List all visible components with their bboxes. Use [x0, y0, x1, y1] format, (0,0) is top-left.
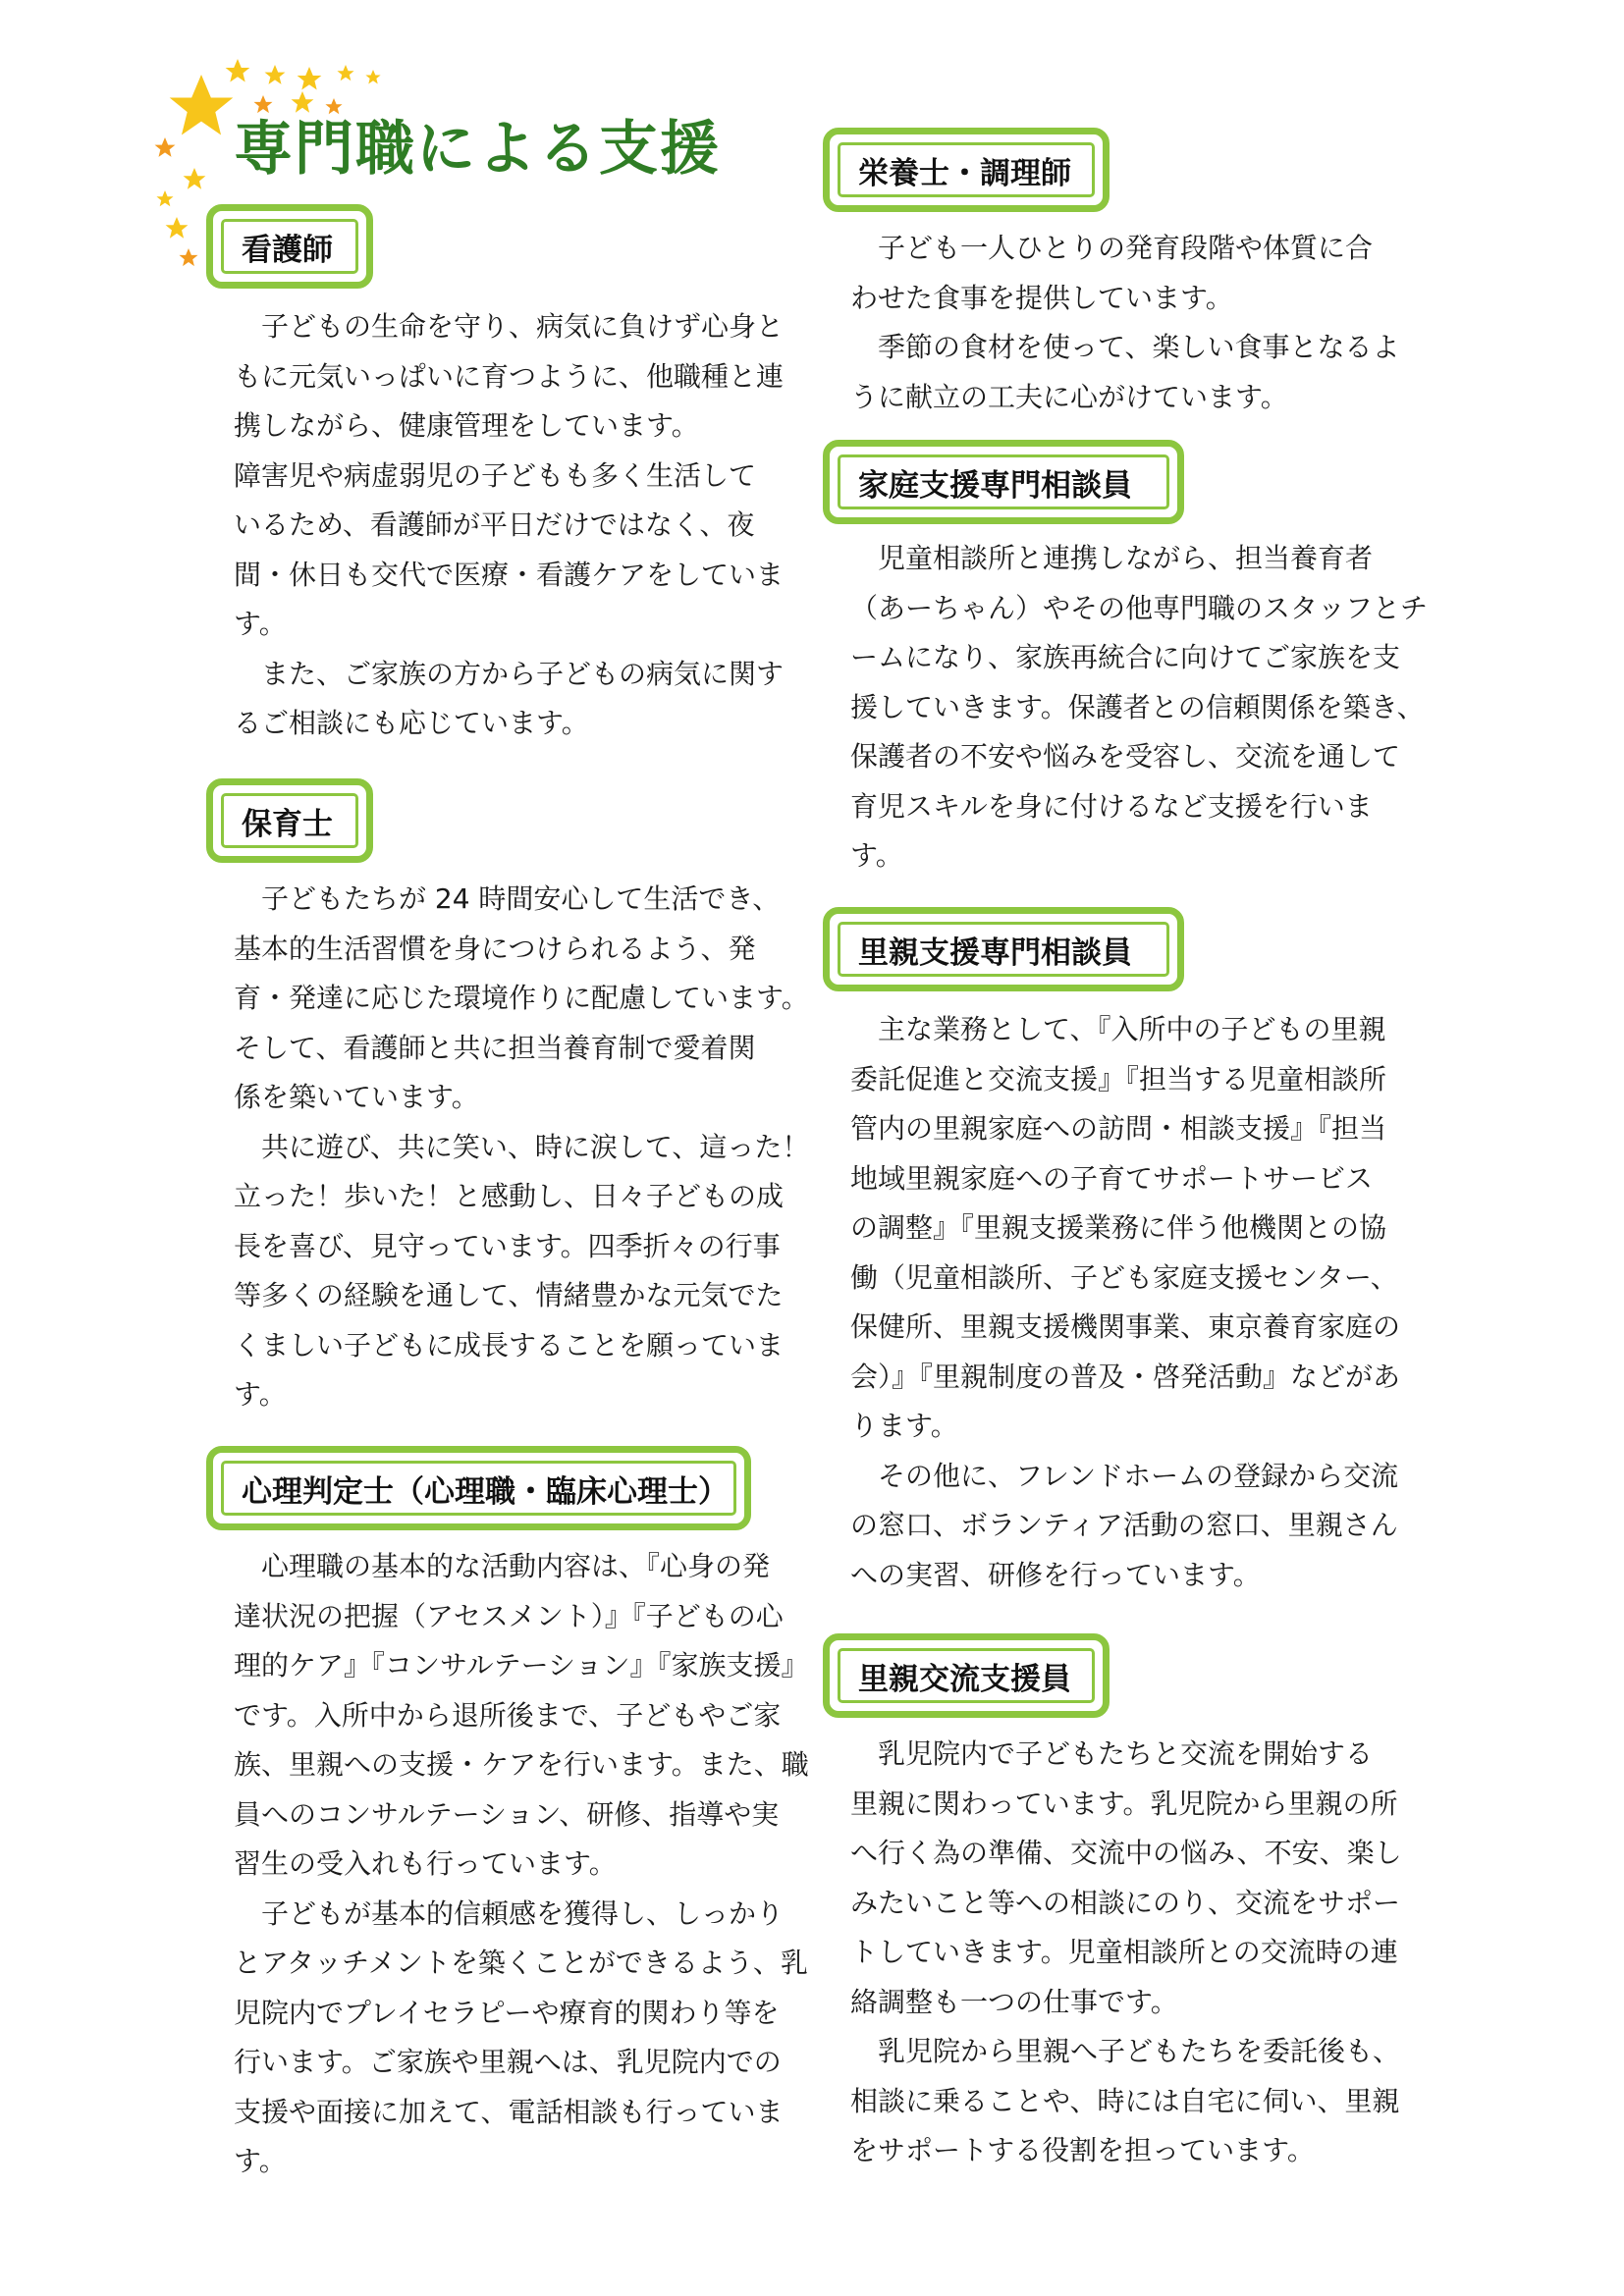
text-line: 児院内でプレイセラピーや療育的関わり等を: [234, 1996, 780, 2029]
text-line: 達状況の把握（アセスメント）』『子どもの心: [234, 1599, 784, 1632]
text-line: 共に遊び、共に笑い、時に涙して、這った！: [234, 1130, 810, 1163]
text-line: 長を喜び、見守っています。四季折々の行事: [234, 1229, 781, 1262]
text-line: への実習、研修を行っています。: [850, 1558, 1261, 1591]
text-line: 育児スキルを身に付けるなど支援を行いま: [850, 789, 1373, 823]
section-heading: 栄養士・調理師: [838, 142, 1095, 197]
text-line: 係を築いています。: [234, 1081, 479, 1113]
section-heading: 看護師: [221, 219, 358, 274]
text-line: 援していきます。保護者との信頼関係を築き、: [850, 690, 1425, 723]
text-line: 子どもが基本的信頼感を獲得し、しっかり: [234, 1896, 785, 1930]
text-line: 基本的生活習慣を身につけられるよう、発: [234, 932, 756, 965]
section-heading-box: [823, 128, 1110, 212]
text-line: へ行く為の準備、交流中の悩み、不安、楽し: [850, 1837, 1402, 1869]
text-line: す。: [234, 1378, 287, 1411]
text-line: 族、里親への支援・ケアを行います。また、職: [234, 1748, 809, 1781]
text-line: 乳児院内で子どもたちと交流を開始する: [850, 1737, 1374, 1770]
text-line: す。: [234, 608, 287, 640]
section-heading-box: [823, 1633, 1110, 1718]
text-line: わせた食事を提供しています。: [850, 281, 1233, 314]
section-heading-box: [823, 907, 1184, 991]
text-line: 等多くの経験を通して、情緒豊かな元気でた: [234, 1279, 784, 1311]
text-line: 保健所、里親支援機関事業、東京養育家庭の: [850, 1310, 1401, 1343]
text-line: 障害児や病虚弱児の子どもも多く生活して: [234, 458, 757, 492]
text-line: また、ご家族の方から子どもの病気に関す: [234, 657, 785, 690]
section-body: [234, 875, 809, 1420]
text-line: 里親に関わっています。乳児院から里親の所: [850, 1787, 1398, 1820]
text-line: 子どもたちが 24 時間安心して生活でき、: [234, 882, 781, 915]
text-line: 児童相談所と連携しながら、担当養育者: [850, 542, 1374, 574]
text-line: みたいこと等への相談にのり、交流をサポー: [850, 1886, 1401, 1919]
text-line: 理的ケア』『コンサルテーション』『家族支援』: [234, 1649, 809, 1682]
page-title: 専門職による支援: [234, 115, 721, 184]
text-line: ームになり、家族再統合に向けてご家族を支: [850, 641, 1401, 673]
text-line: 働（児童相談所、子ども家庭支援センター、: [850, 1260, 1398, 1294]
section-body: [234, 302, 784, 749]
text-line: 相談に乗ることや、時には自宅に伺い、里親: [850, 2084, 1400, 2117]
section-heading-box: [206, 204, 373, 289]
text-line: 間・休日も交代で医療・看護ケアをしていま: [234, 558, 785, 591]
text-line: もに元気いっぱいに育つように、他職種と連: [234, 359, 785, 393]
text-line: 習生の受入れも行っています。: [234, 1847, 617, 1880]
text-line: 保護者の不安や悩みを受容し、交流を通して: [850, 740, 1401, 773]
text-line: 子ども一人ひとりの発育段階や体質に合: [850, 232, 1374, 264]
text-line: るご相談にも応じています。: [234, 707, 589, 739]
text-line: 心理職の基本的な活動内容は、『心身の発: [234, 1550, 771, 1582]
section-body: [850, 1730, 1402, 2176]
text-line: 絡調整も一つの仕事です。: [850, 1985, 1178, 2018]
text-line: とアタッチメントを築くことができるよう、乳: [234, 1947, 808, 1979]
text-line: 行います。ご家族や里親へは、乳児院内での: [234, 2046, 782, 2078]
text-line: 子どもの生命を守り、病気に負けず心身と: [234, 310, 785, 343]
section-body: [850, 1005, 1400, 1600]
text-line: す。: [234, 2145, 287, 2177]
text-line: 立った！歩いた！と感動し、日々子どもの成: [234, 1180, 785, 1212]
text-line: その他に、フレンドホームの登録から交流: [850, 1459, 1399, 1492]
text-line: いるため、看護師が平日だけではなく、夜: [234, 508, 755, 541]
text-line: 乳児院から里親へ子どもたちを委託後も、: [850, 2035, 1401, 2067]
text-line: 会）』『里親制度の普及・啓発活動』などがあ: [850, 1360, 1401, 1393]
text-line: す。: [850, 839, 903, 872]
text-line: ります。: [850, 1410, 958, 1442]
text-line: 季節の食材を使って、楽しい食事となるよ: [850, 331, 1400, 363]
text-line: くましい子どもに成長することを願っていま: [234, 1328, 785, 1362]
text-line: の窓口、ボランティア活動の窓口、里親さん: [850, 1509, 1398, 1541]
text-line: 支援や面接に加えて、電話相談も行っていま: [234, 2095, 784, 2128]
section-heading: 家庭支援専門相談員: [838, 454, 1169, 509]
text-line: 管内の里親家庭への訪問・相談支援』『担当: [850, 1112, 1387, 1145]
text-line: （あーちゃん）やその他専門職のスタッフとチ: [850, 591, 1429, 624]
text-line: 携しながら、健康管理をしています。: [234, 409, 699, 442]
text-line: うに献立の工夫に心がけています。: [850, 380, 1288, 413]
text-line: 育・発達に応じた環境作りに配慮しています。: [234, 982, 809, 1014]
text-line: をサポートする役割を担っています。: [850, 2134, 1315, 2166]
text-line: 委託促進と交流支援』『担当する児童相談所: [850, 1062, 1387, 1095]
section-heading: 里親交流支援員: [838, 1648, 1095, 1703]
text-line: 員へのコンサルテーション、研修、指導や実: [234, 1797, 780, 1831]
section-heading-box: [823, 440, 1184, 524]
text-line: 地域里親家庭への子育てサポートサービス: [850, 1161, 1374, 1195]
section-body: [850, 534, 1428, 881]
section-heading: 心理判定士（心理職・臨床心理士）: [221, 1461, 736, 1516]
text-line: 主な業務として、『入所中の子どもの里親: [850, 1013, 1386, 1045]
section-body: [234, 1542, 809, 2187]
section-body: [850, 224, 1399, 422]
section-heading: 保育士: [221, 793, 358, 848]
text-line: トしていきます。児童相談所との交流時の連: [850, 1936, 1398, 1968]
text-line: そして、看護師と共に担当養育制で愛着関: [234, 1031, 756, 1064]
section-heading-box: [206, 1446, 751, 1530]
text-line: です。入所中から退所後まで、子どもやご家: [234, 1698, 782, 1732]
section-heading-box: [206, 778, 373, 863]
section-heading: 里親支援専門相談員: [838, 922, 1169, 977]
text-line: の調整』『里親支援業務に伴う他機関との協: [850, 1211, 1387, 1244]
